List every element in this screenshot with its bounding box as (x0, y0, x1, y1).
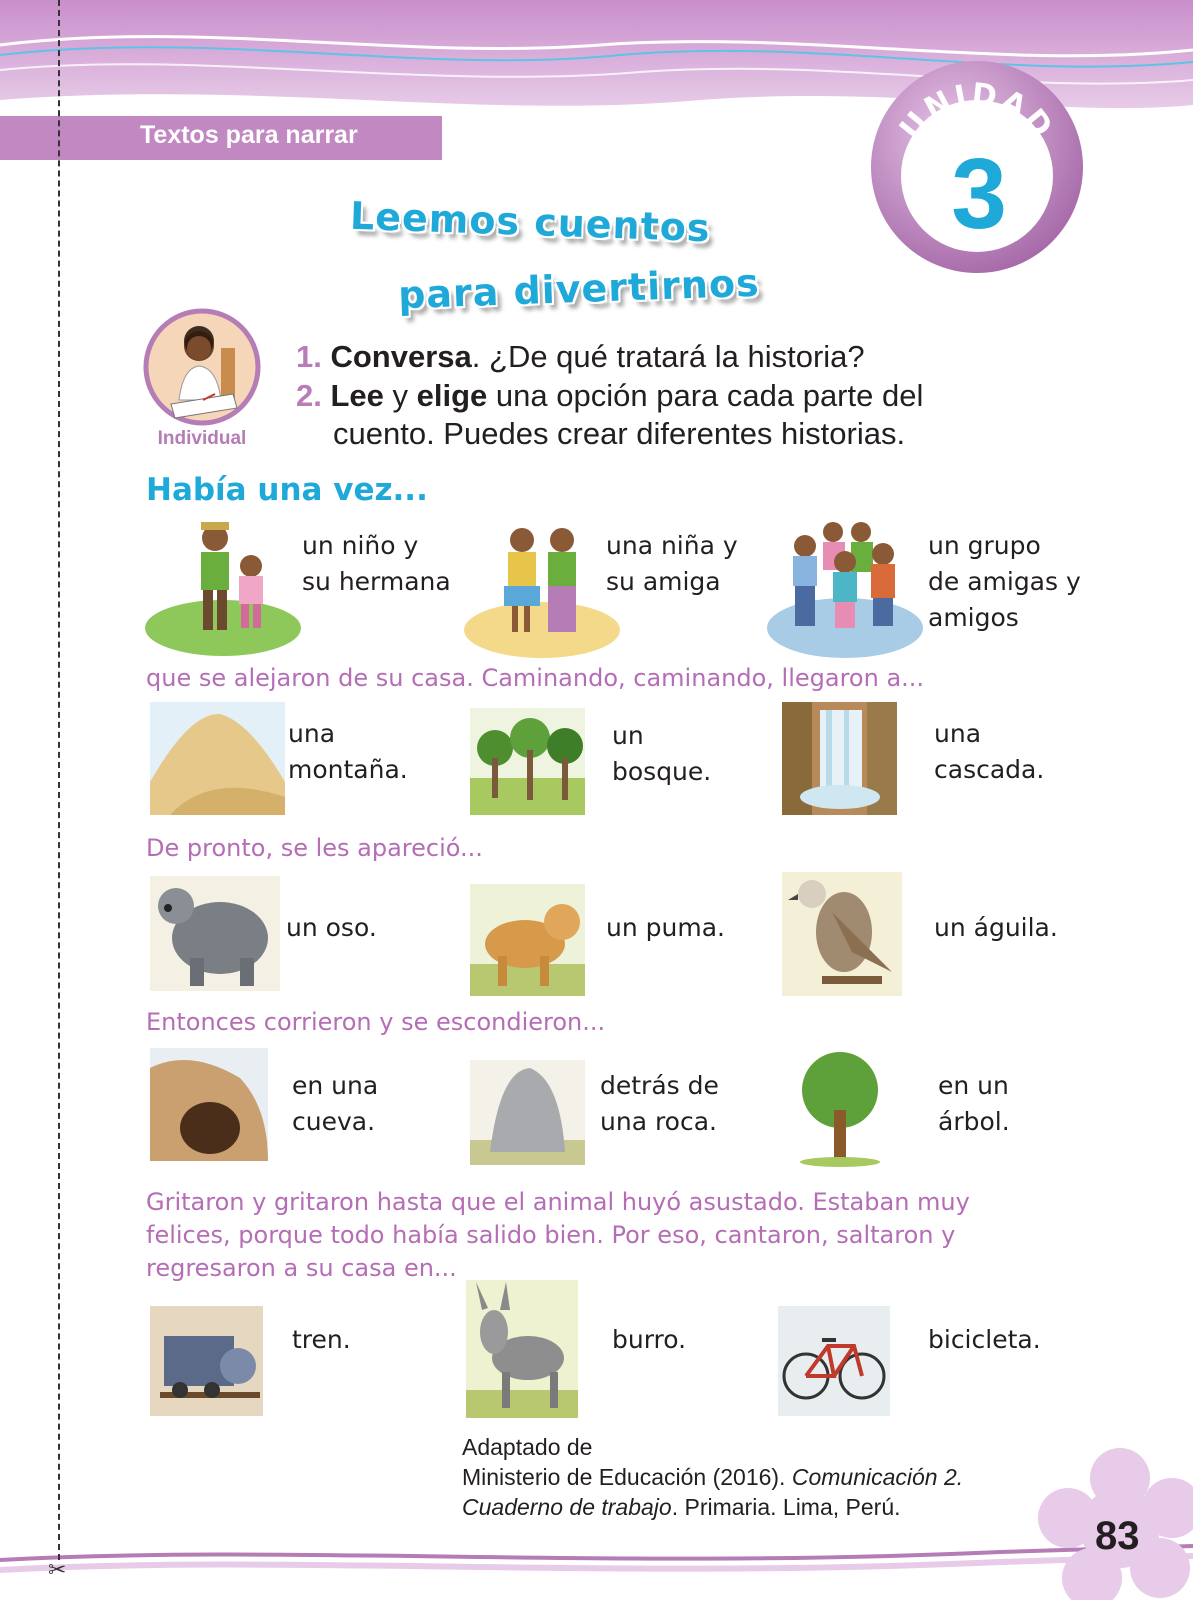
individual-work-icon (143, 308, 261, 426)
option-animal-2[interactable]: un puma. (606, 913, 725, 942)
forest-illustration (470, 708, 585, 815)
cut-line (58, 0, 60, 1560)
option-character-1[interactable]: un niño y su hermana (302, 531, 451, 596)
group-of-friends-illustration (765, 510, 925, 660)
individual-label: Individual (157, 428, 247, 449)
instruction-2: 2. Lee y elige una opción para cada parte del (296, 378, 924, 413)
option-animal-3[interactable]: un águila. (934, 913, 1058, 942)
train-illustration (150, 1306, 263, 1416)
option-hiding-1[interactable]: en una cueva. (292, 1071, 379, 1136)
option-character-3[interactable]: un grupo de amigas y amigos (928, 531, 1081, 632)
option-place-3[interactable]: una cascada. (934, 719, 1045, 784)
unit-number: 3 (951, 138, 1007, 250)
page-title-line-2: para divertirnos (397, 260, 761, 318)
instruction-2-continuation: cuento. Puedes crear diferentes historias. (333, 416, 906, 451)
unit-word: UNIDAD (893, 76, 1061, 147)
story-narration-4: Gritaron y gritaron hasta que el animal huyó asustado. Estaban muy felices, porque todo había salido bien. Por eso, cantaron, saltaron y regresaron a su casa en... (146, 1188, 970, 1282)
boy-and-sister-illustration (143, 508, 303, 658)
girl-and-friend-illustration (462, 510, 622, 660)
page-title-line-1: Leemos cuentos (349, 193, 712, 251)
citation: Adaptado de Ministerio de Educación (2016). Comunicación 2. Cuaderno de trabajo. Primaria. Lima, Perú. (462, 1434, 964, 1520)
option-place-2[interactable]: un bosque. (612, 721, 712, 786)
mountain-illustration (150, 702, 285, 815)
option-hiding-2[interactable]: detrás de una roca. (600, 1071, 719, 1136)
option-character-2[interactable]: una niña y su amiga (606, 531, 738, 596)
option-transport-3[interactable]: bicicleta. (928, 1325, 1041, 1354)
instruction-1: 1. Conversa. ¿De qué tratará la historia? (296, 339, 865, 374)
page-number: 83 (1095, 1514, 1140, 1558)
footer-wave (0, 1536, 1193, 1600)
option-hiding-3[interactable]: en un árbol. (938, 1071, 1010, 1136)
story-narration-3: Entonces corrieron y se escondieron... (146, 1008, 606, 1036)
tree-illustration (782, 1050, 897, 1167)
scissors-icon: ✂ (48, 1558, 67, 1583)
story-narration-1: que se alejaron de su casa. Caminando, caminando, llegaron a... (146, 664, 925, 692)
option-place-1[interactable]: una montaña. (288, 719, 408, 784)
waterfall-illustration (782, 702, 897, 815)
story-narration-2: De pronto, se les apareció... (146, 834, 483, 862)
puma-illustration (470, 884, 585, 996)
unit-badge (868, 58, 1086, 276)
bicycle-illustration (778, 1306, 890, 1416)
option-animal-1[interactable]: un oso. (286, 913, 377, 942)
donkey-illustration (466, 1280, 578, 1418)
section-tab (0, 116, 442, 160)
section-title: Textos para narrar (140, 121, 358, 149)
bear-illustration (150, 876, 280, 991)
option-transport-1[interactable]: tren. (292, 1325, 351, 1354)
cave-illustration (150, 1048, 268, 1161)
story-opening: Había una vez... (146, 472, 428, 508)
rock-illustration (470, 1060, 585, 1165)
eagle-illustration (782, 872, 902, 996)
option-transport-2[interactable]: burro. (612, 1325, 687, 1354)
